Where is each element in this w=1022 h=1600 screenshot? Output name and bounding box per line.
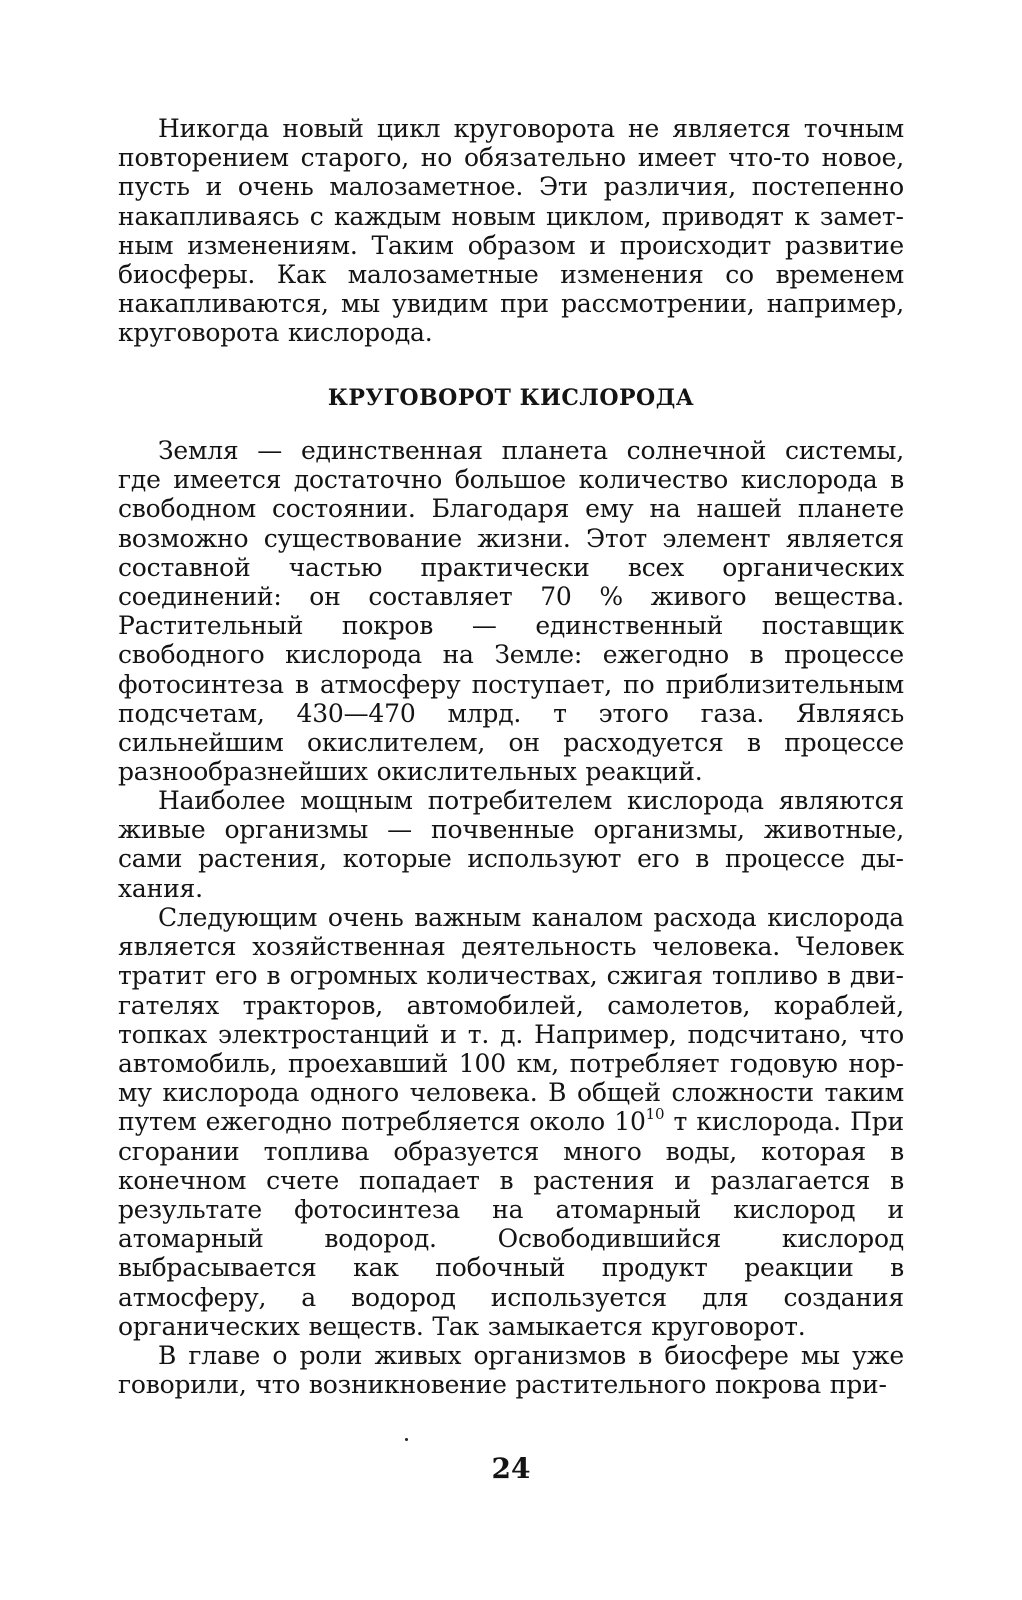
paragraph-plant-cover: В главе о роли живых организмов в биосфере мы уже говорили, что возникновение растительного покрова при-	[118, 1341, 904, 1400]
paragraph-human-activity-text-a: Следующим очень важным каналом расхода кислорода является хозяйственная деятельность человека. Человек тратит его в огромных количествах, сжигая топливо в двигателях тракторов, автомобилей, самолетов, кораблей, топках электростанций и т. д. Например, подсчитано, что автомобиль, проехавший 100 км, потребляет годовую норму кислорода одного человека. В общей сложности таким путем ежегодно потребляется около 10	[118, 903, 904, 1137]
paragraph-earth-oxygen: Земля — единственная планета солнечной системы, где имеется достаточно большое количество кислорода в свободном состоянии. Благодаря ему на нашей планете возможно существование жизни. Этот элемент является составной частью практически всех органических соединений: он составляет 70 % живого вещества. Растительный покров — единственный поставщик свободного кислорода на Земле: ежегодно в процессе фотосинтеза в атмосферу поступает, по приблизительным подсчетам, 430—470 млрд. т этого газа. Являясь сильнейшим окислителем, он расходуется в процессе разнообразнейших окислительных реакций.	[118, 436, 904, 787]
paragraph-human-activity-text-b: т кислорода. При сгорании топлива образуется много воды, которая в конечном счете попадает в растения и разлагается в результате фотосинтеза на атомарный кислород и атомарный водород. Освободившийся кислород выбрасывается как побочный продукт реакции в атмосферу, а водород используется для создания органических веществ. Так замыкается круговорот.	[118, 1107, 904, 1341]
exponent: 10	[645, 1105, 665, 1124]
paragraph-consumers: Наиболее мощным потребителем кислорода являются живые организмы — почвенные организмы, животные, сами растения, которые используют его в процессе дыхания.	[118, 786, 904, 903]
paragraph-human-activity	[118, 903, 904, 1341]
print-speck	[405, 1438, 408, 1441]
page-number: 24	[491, 1452, 531, 1485]
section-heading: КРУГОВОРОТ КИСЛОРОДА	[327, 385, 695, 411]
paragraph-cycle-intro: Никогда новый цикл круговорота не является точным повторением старого, но обязательно имеет что-то новое, пусть и очень малозаметное. Эти различия, постепенно накапливаясь с каждым новым циклом, приводят к заметным изменениям. Таким образом и происходит развитие биосферы. Как малозаметные изменения со временем накапливаются, мы увидим при рассмотрении, например, круговорота кислорода.	[118, 114, 904, 348]
